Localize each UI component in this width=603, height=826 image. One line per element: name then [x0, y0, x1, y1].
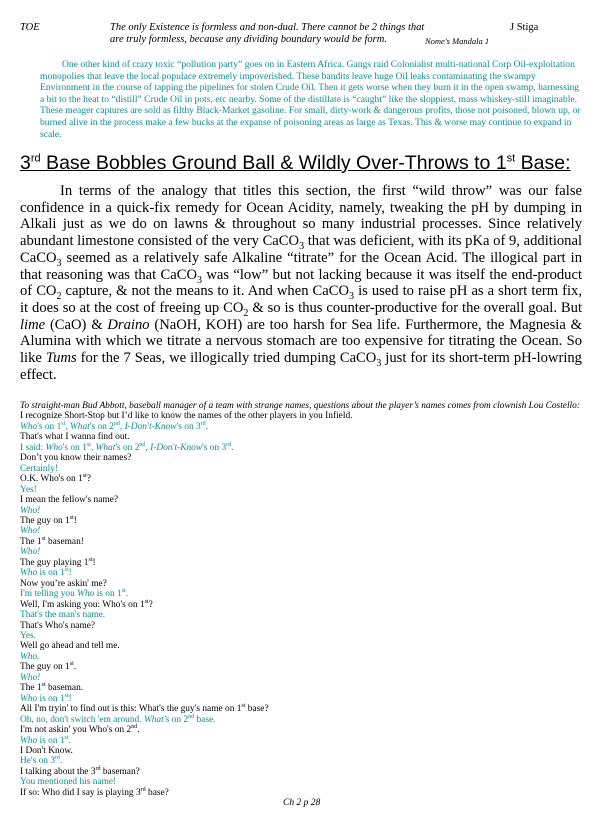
text-run: ,	[90, 442, 96, 453]
section-heading-text	[20, 152, 565, 174]
text-run: Certainly!	[20, 463, 59, 474]
text-run: .	[60, 756, 63, 767]
text-run: Who	[45, 442, 63, 453]
text-run: baseman?	[100, 766, 140, 777]
text-run: You mentioned his name!	[20, 777, 117, 788]
text-run: 's on 2	[89, 421, 114, 432]
text-run: seemed as a relatively safe Alkaline “titrate” for the Ocean Acid. The illogical part in that reasoning was that CaCO	[20, 249, 582, 283]
text-run: Who	[20, 421, 38, 432]
dialogue-line-costello	[20, 621, 595, 631]
text-run: .	[205, 421, 209, 432]
dialogue-line-abbott	[20, 736, 595, 746]
text-run: baseman!	[45, 536, 84, 547]
text-run: O.K. Who's on 1	[20, 474, 83, 485]
dialogue-line-abbott	[20, 464, 595, 474]
header-subtitle: Nome's Mandala 1	[425, 36, 490, 46]
dialogue-line-costello	[20, 641, 595, 651]
text-run: Who	[20, 735, 38, 746]
text-run: rd	[200, 420, 206, 427]
text-run: 's on 3	[176, 421, 201, 432]
dialogue-line-abbott	[20, 422, 595, 432]
text-run: st	[144, 598, 149, 605]
dialogue-line-costello	[20, 662, 595, 672]
text-run: st	[41, 682, 46, 689]
text-run: .	[68, 735, 71, 746]
text-run: Oh, no, don't switch 'em around.	[20, 714, 144, 725]
text-run: To straight-man Bud Abbott, baseball manager of a team with strange names, questions about the player’s names comes from clownish Lou Costello:	[20, 401, 580, 411]
text-run: The 1	[20, 683, 42, 694]
dialogue-line-abbott	[20, 610, 595, 620]
text-run: Tums	[45, 350, 77, 367]
text-run: base.	[194, 714, 216, 725]
text-run: Well, I'm asking you: Who's on 1	[20, 599, 145, 610]
text-run: Base	[515, 152, 566, 174]
text-run: He's on 3	[20, 756, 56, 767]
text-run: ,	[145, 442, 151, 453]
text-run: Yes!	[20, 484, 37, 495]
dialogue-line-costello	[20, 600, 595, 610]
header-doc-label: TOE	[20, 22, 40, 33]
text-run: lime	[20, 316, 46, 333]
text-run: The 1	[20, 536, 42, 547]
text-run: One other kind of crazy toxic “pollution party” goes on in Eastern Africa. Gangs raid Colonialist multi-national Corp Oil-exploitation monopolies that leave the local populace extremely impoverished. These bandits leave huge Oil leaks contaminating the swampy Environment in the course of tapping the pipelines for stolen Crude Oil. Then it gets worse when they burn it in the open swamp, harnessing a bit to the heat to “distill” Crude Oil in pots, etc nearby. Some of the distillate is “caught” like the sloppiest, mass whiskey-still imaginable. These meager captures are sold as filthy Black-Market gasoline. For small, dirty-work & dangerous profits, those not poisoned, blown up, or burned alive in the process make a few bucks at the expanse of poisoning areas as large as Texas. This & worse may continue to expand in scale.	[40, 59, 581, 140]
dialogue-line-costello	[20, 516, 595, 526]
text-run: is on 1	[94, 589, 122, 600]
text-run: base?	[245, 704, 269, 715]
text-run: ?	[148, 599, 153, 610]
text-run: st	[121, 588, 126, 595]
dialogue-line-costello	[20, 788, 595, 798]
text-run: st	[69, 661, 74, 668]
dialogue-line-abbott	[20, 673, 595, 683]
dialogue-line-costello	[20, 579, 595, 589]
text-run: st	[61, 420, 66, 427]
text-run: Who.	[20, 651, 40, 662]
dialogue-line-abbott	[20, 589, 595, 599]
text-run: Now you’re askin' me?	[20, 578, 107, 589]
text-run: st	[69, 514, 74, 521]
text-run: Who!	[20, 526, 41, 537]
text-run: rd	[30, 152, 41, 165]
dialogue-line-abbott	[20, 443, 595, 453]
text-run: st	[64, 734, 69, 741]
text-run: Draino	[107, 316, 150, 333]
text-run: What's	[143, 714, 170, 725]
text-run: rd	[55, 755, 61, 762]
dialogue-line-costello	[20, 767, 595, 777]
text-run: Who!	[20, 672, 41, 683]
page-footer: Ch 2 p 28	[283, 798, 321, 808]
header-tagline: The only Existence is formless and non-dual. There cannot be 2 things that are truly formless, because any dividing boundary would be form.	[110, 22, 425, 45]
text-run: rd	[226, 441, 232, 448]
text-run: that was deficient, with its pKa of 9, additional CaCO	[20, 233, 583, 266]
text-run: (CaO) &	[45, 316, 108, 333]
text-run: st	[64, 692, 69, 699]
text-run: st	[86, 441, 91, 448]
text-run: nd	[131, 723, 138, 730]
text-run: The guy on 1	[20, 662, 70, 673]
text-run: Who	[77, 589, 95, 600]
text-run: Who	[20, 568, 38, 579]
dialogue-line-costello	[20, 474, 595, 484]
text-run: I recognize Short-Stop but I’d like to know the names of the other players in you Infield.	[20, 411, 353, 422]
text-run: is on 1	[37, 735, 65, 746]
text-run: All I'm tryin' to find out is this: What's the guy's name on 1	[20, 704, 242, 715]
text-run: capture, & not the means to it. And when CaCO	[61, 283, 350, 300]
text-run: Who!	[20, 505, 41, 516]
text-run: That's Who's name?	[20, 620, 96, 631]
text-run: .	[231, 442, 234, 453]
text-run: The guy playing 1	[20, 557, 89, 568]
text-run: I mean the fellow's name?	[20, 495, 119, 506]
header-author: J Stiga	[510, 22, 539, 33]
dialogue-line-abbott	[20, 777, 595, 787]
text-run: In terms of the analogy that titles this section, the first “wild throw” was our false confidence in a quick-fix remedy for Ocean Acidity, namely, tweaking the pH by dumping in Alkali just as we do on lawns & throughout so many industrial processes. Since relatively abundant limestone consisted of the very CaCO	[20, 183, 582, 250]
text-run: 3	[197, 274, 203, 286]
text-run: st	[506, 152, 516, 165]
text-run: Who!	[20, 547, 41, 558]
dialogue-line-costello	[20, 683, 595, 693]
text-run: I'm telling you	[20, 589, 78, 600]
text-run: !	[68, 568, 72, 579]
text-run: 3	[299, 241, 305, 253]
text-run: is used to raise pH as a short term fix, it does so at the cost of freeing up CO	[20, 283, 582, 316]
dialogue-line-costello	[20, 725, 595, 735]
dialogue-line-costello	[20, 537, 595, 547]
text-run: The guy on 1	[20, 515, 70, 526]
text-run: is on 1	[37, 693, 65, 704]
dialogue-line-costello	[20, 558, 595, 568]
text-run: st	[82, 473, 87, 480]
dialogue-block	[20, 401, 595, 798]
text-run: .	[73, 662, 77, 673]
dialogue-line-abbott	[20, 756, 595, 766]
text-run: (NaOH, KOH) are too harsh for Sea life. Furthermore, the Magnesia & Alumina with which we titrate a nervous stomach are too expensive for titrating the Ocean. So like	[20, 316, 582, 367]
text-run: Base Bobbles Ground Ball & Wildly Over-Throws to 1	[40, 152, 507, 174]
text-run: 's on 1	[37, 421, 62, 432]
text-run: was “low” but not lacking because it was itself the end-product of CO	[20, 266, 583, 300]
section-heading	[20, 152, 571, 175]
text-run: I-Don't-Know	[124, 421, 177, 432]
text-run: 2	[56, 291, 62, 303]
dialogue-line-abbott	[20, 694, 595, 704]
text-run: Yes.	[20, 630, 36, 641]
text-run: rd	[95, 765, 101, 772]
dialogue-line-costello	[20, 704, 595, 714]
text-run: 's on 3	[202, 442, 227, 453]
dialogue-line-abbott	[20, 547, 595, 557]
text-run: .	[137, 725, 140, 736]
dialogue-line-intro	[20, 401, 595, 411]
dialogue-line-abbott	[20, 485, 595, 495]
text-run: on 2	[169, 714, 189, 725]
text-run: Who	[20, 693, 38, 704]
text-run: That's the man's name.	[20, 610, 106, 621]
text-run: st	[241, 703, 246, 710]
text-run: 3	[20, 152, 31, 174]
dialogue-line-abbott	[20, 652, 595, 662]
text-run: I Don't Know.	[20, 745, 73, 756]
dialogue-line-abbott	[20, 568, 595, 578]
text-run: st	[88, 556, 93, 563]
text-run: ,	[65, 421, 70, 432]
body-paragraph	[20, 183, 582, 383]
text-run: What	[69, 421, 90, 432]
text-run: Well go ahead and tell me.	[20, 641, 120, 652]
text-run: I talking about the 3	[20, 766, 96, 777]
text-run: 3	[349, 291, 355, 303]
text-run: I'm not askin' you Who's on 2	[20, 725, 132, 736]
text-run: & so is thus counter-productive for the overall goal. But	[248, 299, 582, 316]
text-run: base?	[145, 787, 169, 798]
text-run: ?	[86, 474, 91, 485]
text-run: just for its short-term pH-lowring effect.	[20, 350, 582, 383]
text-run: !	[73, 515, 77, 526]
dialogue-line-costello	[20, 495, 595, 505]
text-run: st	[64, 567, 69, 574]
text-run: If so: Who did I say is playing 3	[20, 787, 141, 798]
dialogue-line-abbott	[20, 506, 595, 516]
text-run: baseman.	[45, 683, 84, 694]
text-run: I said:	[20, 442, 46, 453]
text-run: !	[92, 557, 96, 568]
text-run: That's what I wanna find out.	[20, 432, 130, 443]
text-run: nd	[188, 713, 195, 720]
text-run: Don’t you know their names?	[20, 453, 132, 464]
text-run: I-Don't-Know	[150, 442, 203, 453]
text-run: !	[68, 693, 72, 704]
text-run: 2	[243, 307, 249, 319]
intro-paragraph	[40, 59, 585, 140]
dialogue-line-abbott	[20, 526, 595, 536]
dialogue-line-costello	[20, 453, 595, 463]
text-run: st	[41, 535, 46, 542]
text-run: 's on 1	[62, 442, 87, 453]
dialogue-line-abbott	[20, 631, 595, 641]
section-heading-colon: :	[565, 152, 571, 174]
text-run: 3	[376, 357, 382, 369]
text-run: is on 1	[37, 568, 65, 579]
text-run: rd	[140, 786, 146, 793]
dialogue-line-abbott	[20, 715, 595, 725]
text-run: What	[95, 442, 116, 453]
text-run: nd	[113, 420, 120, 427]
text-run: nd	[139, 441, 146, 448]
dialogue-line-costello	[20, 746, 595, 756]
text-run: 3	[56, 257, 62, 269]
text-run: for the 7 Seas, we illogically tried dumping CaCO	[76, 350, 377, 367]
dialogue-line-costello	[20, 411, 595, 421]
text-run: .	[125, 589, 129, 600]
dialogue-line-costello	[20, 432, 595, 442]
text-run: 's on 2	[115, 442, 140, 453]
text-run: ,	[119, 421, 125, 432]
